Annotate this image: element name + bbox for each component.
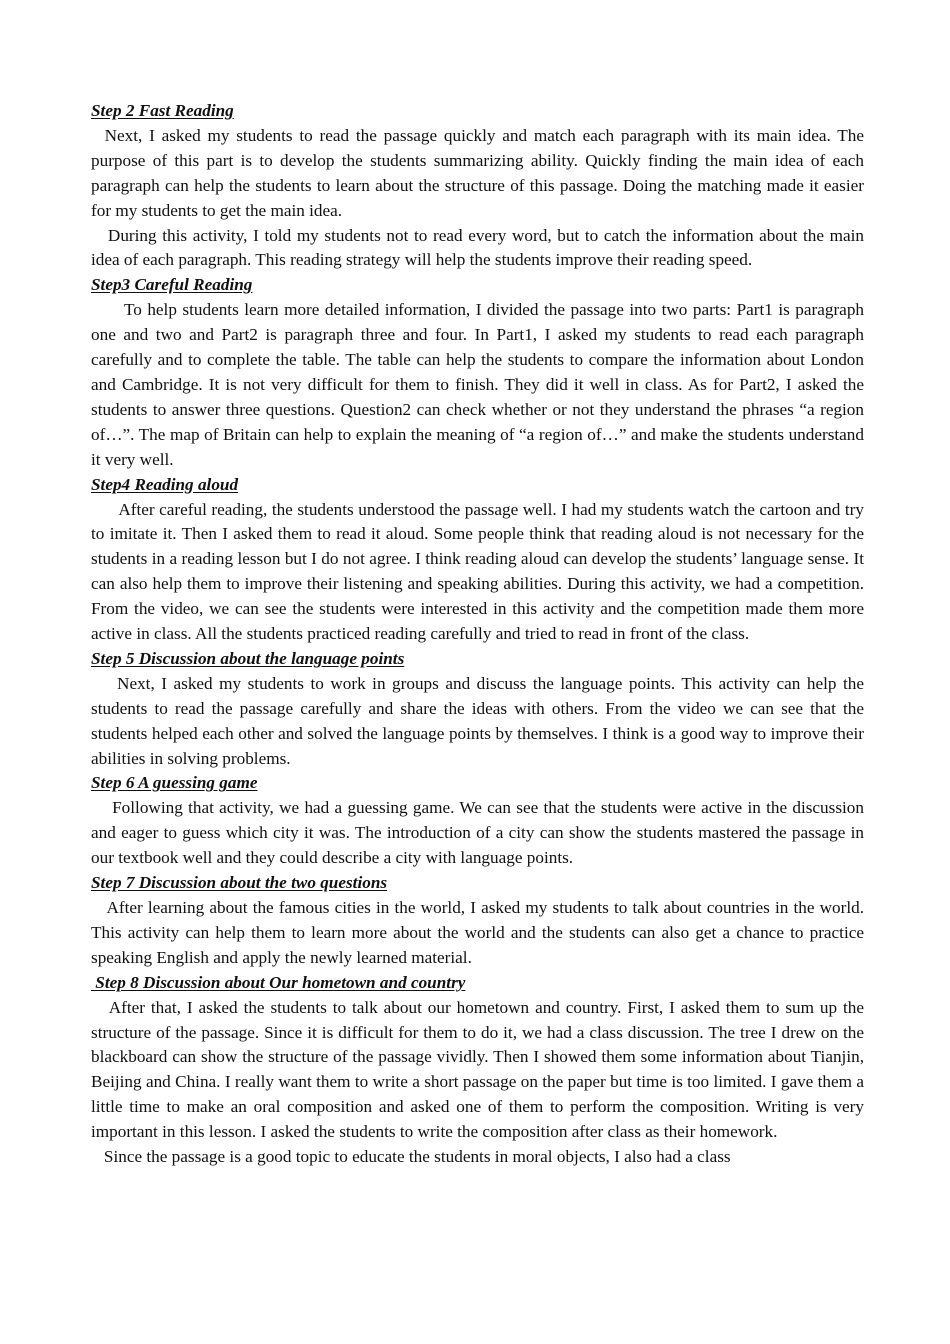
section-heading: Step4 Reading aloud	[91, 474, 239, 494]
section-heading: Step 8 Discussion about Our hometown and country	[91, 972, 466, 992]
paragraph: After that, I asked the students to talk about our hometown and country. First, I asked them to sum up the structure of the passage. Since it is difficult for them to do it, we had a class discussion. The tree I drew on the blackboard can show the structure of the passage vividly. Then I showed them some information about Tianjin, Beijing and China. I really want them to write a short passage on the paper but time is too limited. I gave them a little time to make an oral composition and asked one of them to perform the composition. Writing is very important in this lesson. I asked the students to write the composition after class as their homework.	[91, 997, 869, 1142]
paragraph: To help students learn more detailed information, I divided the passage into two parts: Part1 is paragraph one and two and Part2 is paragraph three and four. In Part1, I asked my students to read each paragraph carefully and to complete the table. The table can help the students to compare the information about London and Cambridge. It is not very difficult for them to finish. They did it well in class. As for Part2, I asked the students to answer three questions. Question2 can check whether or not they understand the phrases “a region of…”. The map of Britain can help to explain the meaning of “a region of…” and make the students understand it very well.	[91, 300, 869, 469]
section-heading: Step3 Careful Reading	[91, 275, 253, 295]
paragraph: After learning about the famous cities in the world, I asked my students to talk about countries in the world. This activity can help them to learn more about the world and the students can also get a chance to practice speaking English and apply the newly learned material.	[91, 898, 869, 967]
section-step-4	[91, 473, 869, 647]
section-step-7	[91, 871, 869, 971]
section-step-8	[91, 971, 869, 1170]
section-heading: Step 5 Discussion about the language points	[91, 648, 405, 668]
section-heading: Step 7 Discussion about the two questions	[91, 873, 388, 893]
paragraph: Following that activity, we had a guessing game. We can see that the students were active in the discussion and eager to guess which city it was. The introduction of a city can show the students mastered the passage in our textbook well and they could describe a city with language points.	[91, 798, 869, 868]
section-step-5	[91, 647, 869, 772]
section-step-6	[91, 771, 869, 871]
paragraph: Since the passage is a good topic to educate the students in moral objects, I also had a class	[91, 1147, 731, 1167]
section-heading: Step 6 A guessing game	[91, 773, 258, 793]
paragraph: During this activity, I told my students not to read every word, but to catch the information about the main idea of each paragraph. This reading strategy will help the students improve their reading speed.	[91, 225, 869, 270]
paragraph: Next, I asked my students to work in groups and discuss the language points. This activity can help the students to read the passage carefully and share the ideas with others. From the video we can see that the students helped each other and solved the language points by themselves. I think is a good way to improve their abilities in solving problems.	[91, 673, 869, 768]
document-page	[91, 99, 869, 1170]
section-heading: Step 2 Fast Reading	[91, 101, 234, 120]
section-step-3	[91, 273, 869, 472]
paragraph: Next, I asked my students to read the passage quickly and match each paragraph with its main idea. The purpose of this part is to develop the students summarizing ability. Quickly finding the main idea of each paragraph can help the students to learn about the structure of this passage. Doing the matching made it easier for my students to get the main idea.	[91, 125, 869, 220]
paragraph: After careful reading, the students understood the passage well. I had my students watch the cartoon and try to imitate it. Then I asked them to read it aloud. Some people think that reading aloud is not necessary for the students in a reading lesson but I do not agree. I think reading aloud can develop the students’ language sense. It can also help them to improve their listening and speaking abilities. During this activity, we had a competition. From the video, we can see the students were interested in this activity and the competition made them more active in class. All the students practiced reading carefully and tried to read in front of the class.	[91, 499, 869, 644]
section-step-2	[91, 99, 869, 273]
